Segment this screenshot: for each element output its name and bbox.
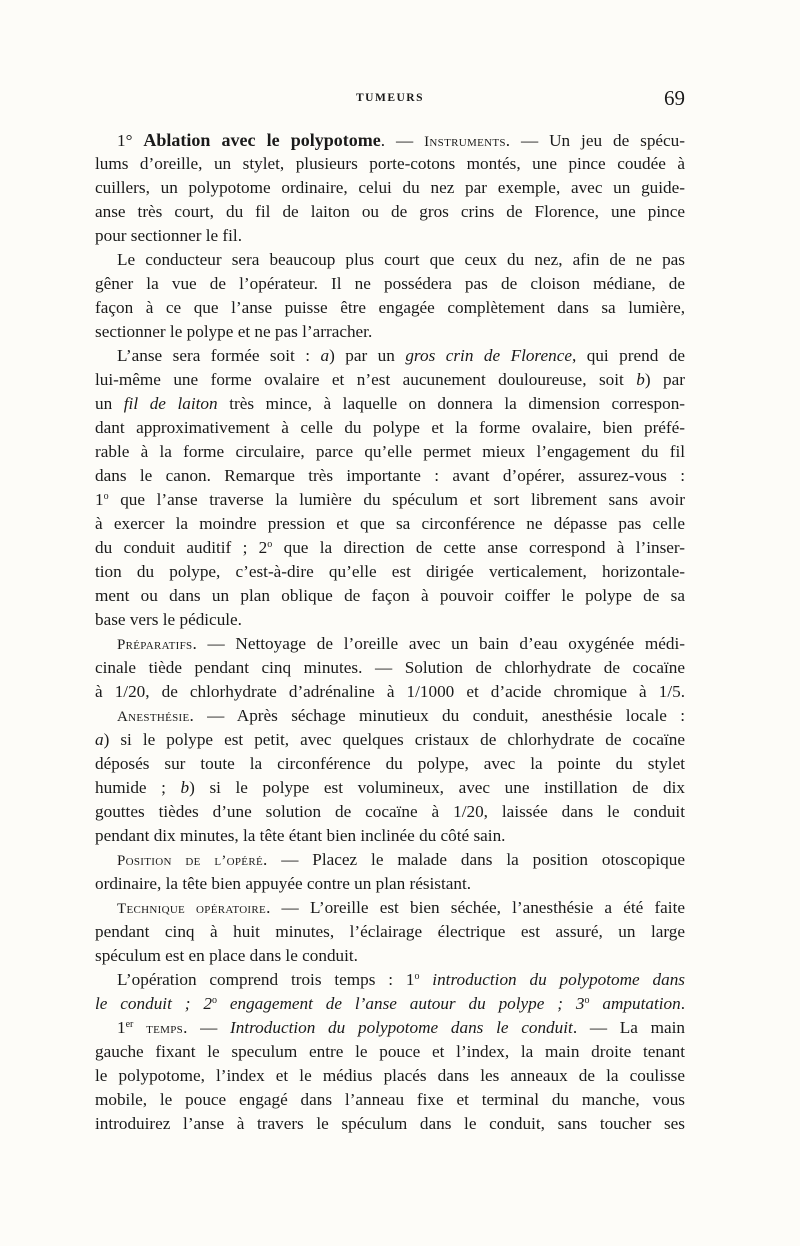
text-line: Technique opératoire. — L’oreille est bien séchée, l’anesthésie a été faite [117, 898, 685, 917]
text-line: dans le canon. Remarque très importante : avant d’opérer, assurez-vous : [95, 466, 685, 485]
text-line: gauche fixant le speculum entre le pouce et l’index, la main droite tenant [95, 1042, 685, 1061]
text-line: cuillers, un polypotome ordinaire, celui du nez par exemple, avec un guide- [95, 178, 685, 197]
text-line: à exercer la moindre pression et que sa circonférence ne dépasse pas celle [95, 514, 685, 533]
text-line: L’opération comprend trois temps : 1$^o$ introduction du polypotome dans [117, 970, 685, 989]
text-line: 1° Ablation avec le polypotome. — Instruments. — Un jeu de spécu- [117, 130, 685, 150]
text-line: cinale tiède pendant cinq minutes. — Solution de chlorhydrate de cocaïne [95, 658, 685, 677]
text-line: ment ou dans un plan oblique de façon à pouvoir coiffer le polype de sa [95, 586, 685, 605]
text-line: gêner la vue de l’opérateur. Il ne possédera pas de cloison médiane, de [95, 274, 685, 293]
text-line: ordinaire, la tête bien appuyée contre un plan résistant. [95, 874, 472, 893]
text-line: pour sectionner le fil. [95, 226, 243, 245]
text-line: 1$^o$ que l’anse traverse la lumière du spéculum et sort librement sans avoir [95, 490, 685, 509]
text-line: déposés sur toute la circonférence du polype, avec la pointe du stylet [95, 754, 685, 773]
text-line: le conduit ; 2$^o$ engagement de l’anse autour du polype ; 3$^o$ amputation. [95, 994, 685, 1013]
text-line: pendant cinq à huit minutes, l’éclairage électrique est assuré, un large [95, 922, 685, 941]
text-line: sectionner le polype et ne pas l’arracher. [95, 322, 373, 341]
text-line: gouttes tièdes d’une solution de cocaïne à 1/20, laissée dans le conduit [95, 802, 685, 821]
text-line: façon à ce que l’anse puisse être engagée complètement dans sa lumière, [95, 298, 685, 317]
text-line: mobile, le pouce engagé dans l’anneau fixe et terminal du manche, vous [95, 1090, 685, 1109]
text-line: tion du polype, c’est-à-dire qu’elle est dirigée verticalement, horizontale- [95, 562, 685, 581]
text-line: anse très court, du fil de laiton ou de gros crins de Florence, une pince [95, 202, 685, 221]
text-line: L’anse sera formée soit : a) par un gros crin de Florence, qui prend de [117, 346, 685, 365]
text-line: pendant dix minutes, la tête étant bien inclinée du côté sain. [95, 826, 506, 845]
page-header [95, 86, 685, 116]
running-title: TUMEURS [355, 92, 424, 104]
text-line: Préparatifs. — Nettoyage de l’oreille avec un bain d’eau oxygénée médi- [117, 634, 685, 653]
text-line: Anesthésie. — Après séchage minutieux du conduit, anesthésie locale : [117, 706, 685, 725]
body-text [95, 128, 685, 1136]
text-line: lui-même une forme ovalaire et n’est aucunement douloureuse, soit b) par [95, 370, 685, 389]
page-number: 69 [664, 86, 685, 110]
text-line: humide ; b) si le polype est volumineux, avec une instillation de dix [95, 778, 685, 797]
text-line: introduirez l’anse à travers le spéculum dans le conduit, sans toucher ses [95, 1114, 685, 1133]
text-line: lums d’oreille, un stylet, plusieurs porte-cotons montés, une pince coudée à [95, 154, 685, 173]
text-line: du conduit auditif ; 2$^o$ que la direction de cette anse correspond à l’inser- [95, 538, 685, 557]
text-line: un fil de laiton très mince, à laquelle on donnera la dimension correspon- [95, 394, 686, 413]
text-line: spéculum est en place dans le conduit. [95, 946, 358, 965]
text-line: à 1/20, de chlorhydrate d’adrénaline à 1/1000 et d’acide chromique à 1/5. [95, 682, 685, 701]
text-line: 1er temps. — Introduction du polypotome dans le conduit. — La main [117, 1018, 685, 1037]
text-line: le polypotome, l’index et le médius placés dans les anneaux de la coulisse [95, 1066, 685, 1085]
text-line: Le conducteur sera beaucoup plus court que ceux du nez, afin de ne pas [117, 250, 685, 269]
text-line: rable à la forme circulaire, parce qu’elle permet mieux l’engagement du fil [95, 442, 685, 461]
text-line: base vers le pédicule. [95, 610, 242, 629]
text-line: a) si le polype est petit, avec quelques cristaux de chlorhydrate de cocaïne [95, 730, 685, 749]
text-line: dant approximativement à celle du polype et la forme ovalaire, bien préfé- [95, 418, 685, 437]
text-line: Position de l’opéré. — Placez le malade dans la position otoscopique [117, 850, 685, 869]
